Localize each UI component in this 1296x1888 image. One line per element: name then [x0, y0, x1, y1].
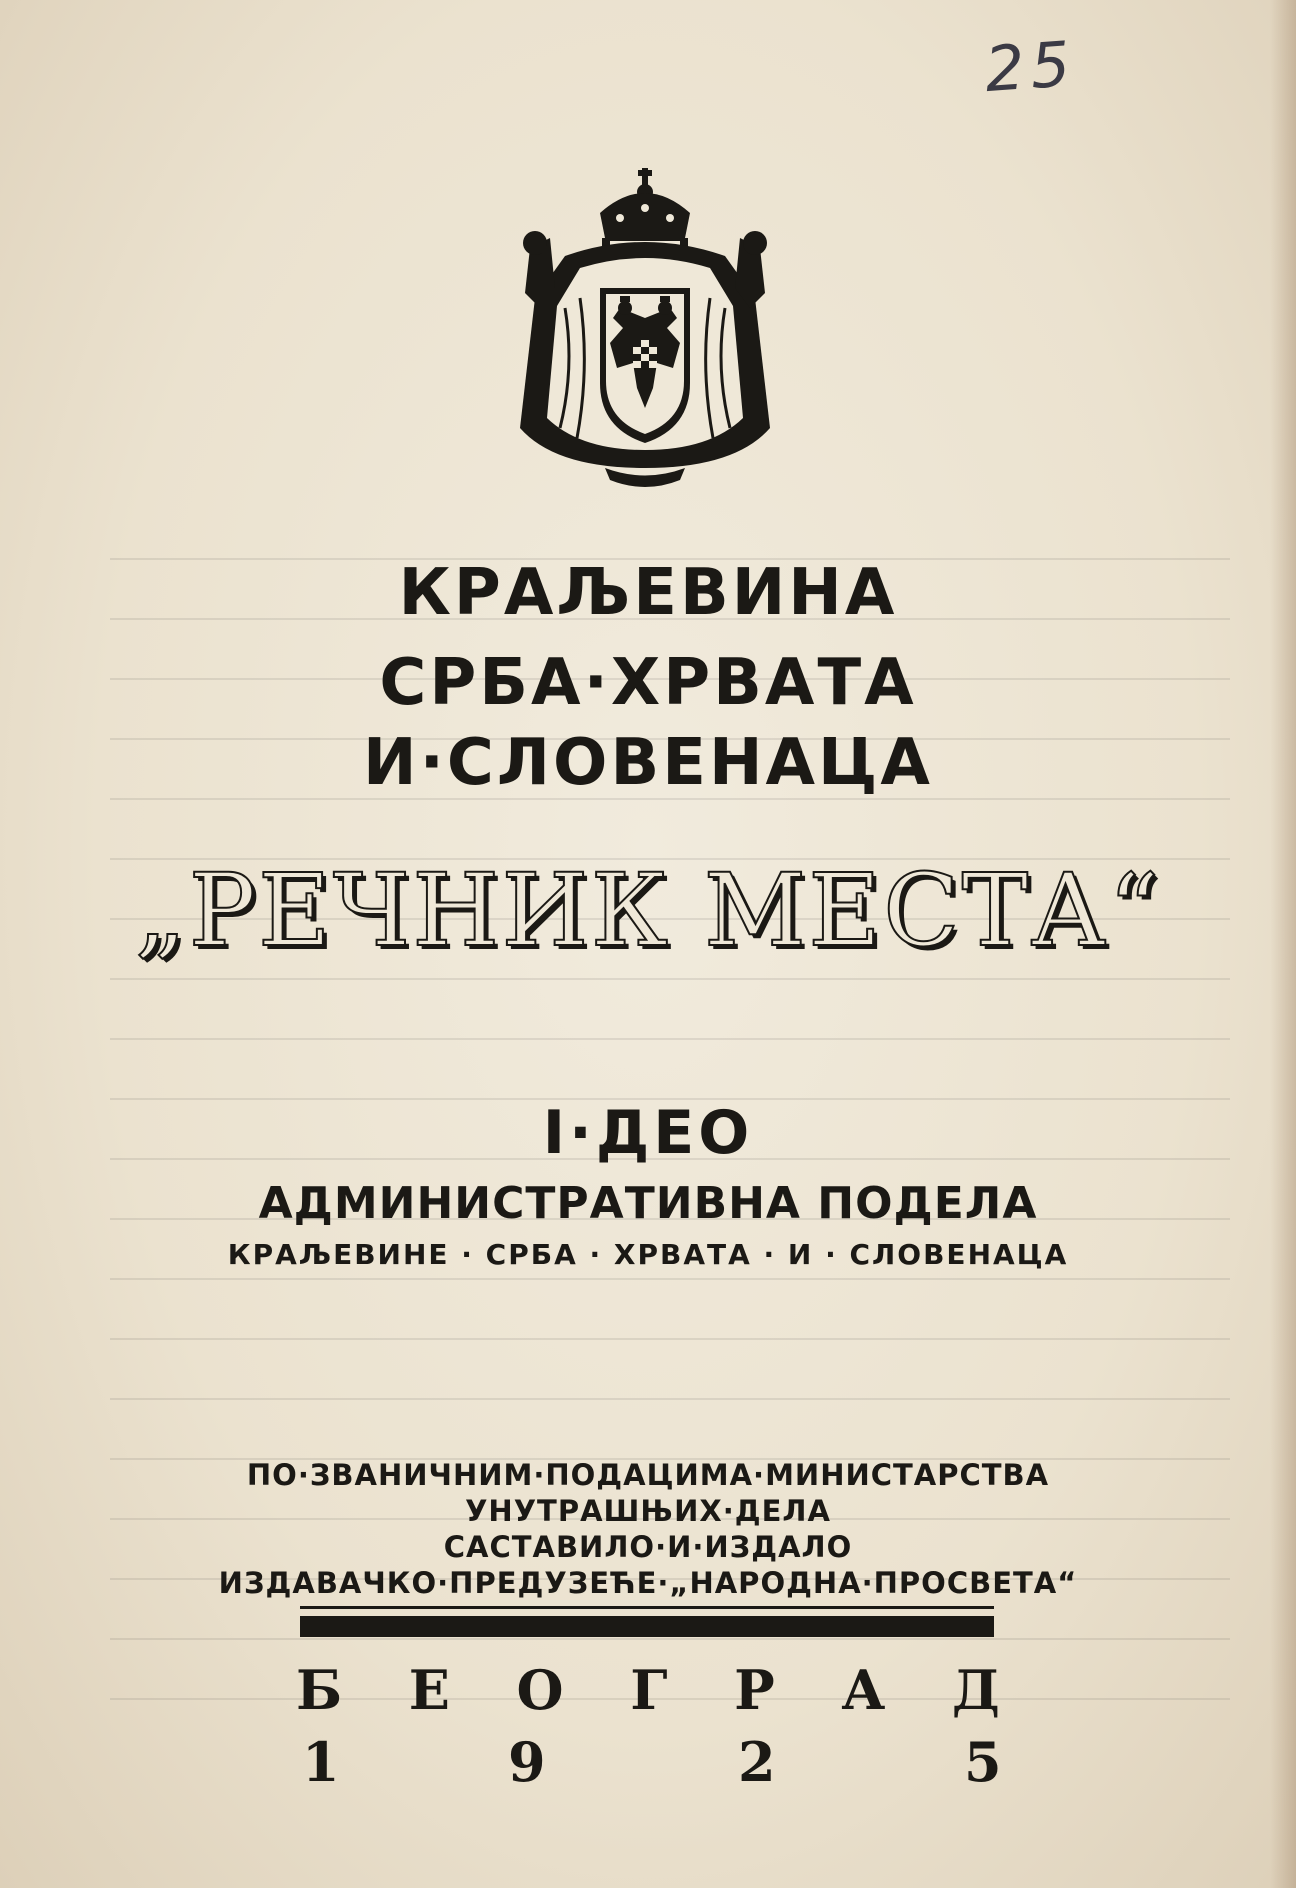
source-line-2: УНУТРАШЊИХ·ДЕЛА — [465, 1494, 831, 1528]
source-line-4: ИЗДАВАЧКО·ПРЕДУЗЕЋЕ·„НАРОДНА·ПРОСВЕТА“ — [218, 1566, 1078, 1600]
year-digit: 2 — [738, 1730, 776, 1794]
city-letter: Р — [734, 1658, 775, 1722]
year-digit: 5 — [964, 1730, 1002, 1794]
kingdom-title-line-2: СРБА·ХРВАТА — [379, 646, 917, 720]
publication-year — [0, 1730, 1296, 1800]
kingdom-title-line-3: И·СЛОВЕНАЦА — [363, 726, 933, 800]
city-name — [296, 1658, 1000, 1722]
city-letter: Г — [630, 1658, 668, 1722]
city-letter: Б — [296, 1658, 343, 1722]
subtitle-main: АДМИНИСТРАТИВНА ПОДЕЛА — [258, 1178, 1038, 1229]
city-letter: Е — [408, 1658, 450, 1722]
year-digit: 9 — [508, 1730, 546, 1794]
handwritten-page-number: 25 — [982, 26, 1079, 107]
divider-thin — [300, 1606, 994, 1609]
subtitle-sub: КРАЉЕВИНЕ · СРБА · ХРВАТА · И · СЛОВЕНАЦА — [227, 1238, 1069, 1271]
kingdom-title-line-1: КРАЉЕВИНА — [398, 556, 898, 630]
year-digit: 1 — [302, 1730, 340, 1794]
royal-coat-of-arms-icon — [505, 168, 785, 498]
source-line-1: ПО·ЗВАНИЧНИМ·ПОДАЦИМА·МИНИСТАРСТВА — [246, 1458, 1050, 1492]
divider-thick — [300, 1616, 994, 1637]
city-letter: А — [841, 1658, 886, 1722]
work-title: „РЕЧНИК МЕСТА“ — [134, 852, 1162, 969]
city-letter: О — [516, 1658, 564, 1722]
part-label: I·ДЕО — [542, 1098, 754, 1168]
source-line-3: САСТАВИЛО·И·ИЗДАЛО — [443, 1530, 853, 1564]
city-letter: Д — [951, 1658, 1000, 1722]
